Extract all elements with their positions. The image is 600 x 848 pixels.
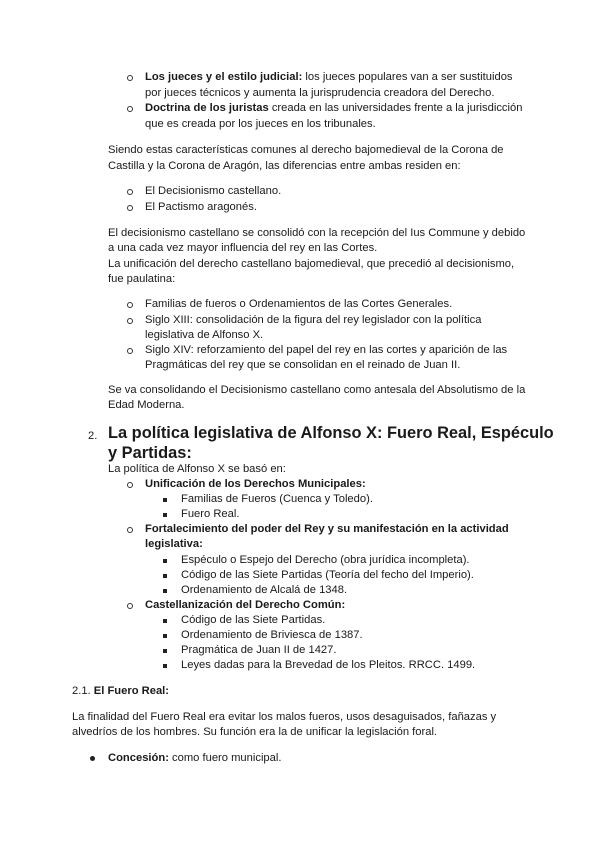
paragraph-line: alvedríos de los hombres. Su función era la de unificar la legislación foral. — [72, 726, 438, 738]
list-item: Leyes dadas para la Brevedad de los Pleitos. RRCC. 1499. — [181, 659, 476, 671]
list-item: Familias de fueros o Ordenamientos de las Cortes Generales. — [145, 298, 453, 310]
subsection-heading: 2.1. El Fuero Real: — [72, 685, 170, 697]
list-item: Ordenamiento de Alcalá de 1348. — [181, 584, 348, 596]
list-item: Espéculo o Espejo del Derecho (obra jurídica incompleta). — [181, 554, 470, 566]
paragraph-line: La finalidad del Fuero Real era evitar los malos fueros, usos desaguisados, fañazas y — [72, 711, 497, 723]
square-bullet-icon — [163, 619, 167, 623]
paragraph-line: Edad Moderna. — [108, 399, 185, 411]
circle-bullet-icon — [127, 106, 133, 112]
bullet-jueces: Los jueces y el estilo judicial: los jueces populares van a ser sustituidos — [145, 71, 513, 83]
group-title-line2: legislativa: — [145, 538, 203, 550]
circle-bullet-icon — [127, 75, 133, 81]
bullet-jueces-line2: por jueces técnicos y aumenta la jurisprudencia creadora del Derecho. — [145, 87, 495, 99]
paragraph-line: La unificación del derecho castellano bajomedieval, que precedió al decisionismo, — [108, 258, 515, 270]
square-bullet-icon — [163, 574, 167, 578]
section-title-line2: y Partidas: — [108, 444, 192, 462]
circle-bullet-icon — [127, 189, 133, 195]
square-bullet-icon — [163, 513, 167, 517]
list-item: Siglo XIII: consolidación de la figura del rey legislador con la política — [145, 314, 482, 326]
list-item: Código de las Siete Partidas (Teoría del fecho del Imperio). — [181, 569, 474, 581]
list-item: Siglo XIV: reforzamiento del papel del rey en las cortes y aparición de las — [145, 344, 508, 356]
square-bullet-icon — [163, 634, 167, 638]
section-title: La política legislativa de Alfonso X: Fuero Real, Espéculo — [108, 424, 554, 442]
paragraph-line: El decisionismo castellano se consolidó con la recepción del Ius Commune y debido — [108, 227, 526, 239]
square-bullet-icon — [163, 559, 167, 563]
circle-bullet-icon — [127, 205, 133, 211]
circle-bullet-icon — [127, 482, 133, 488]
circle-bullet-icon — [127, 527, 133, 533]
bullet-dot-icon — [90, 756, 95, 761]
list-item: Ordenamiento de Briviesca de 1387. — [181, 629, 363, 641]
paragraph-line: fue paulatina: — [108, 273, 176, 285]
list-item: El Pactismo aragonés. — [145, 201, 257, 213]
bullet-doctrina-line2: que es creada por los jueces en los tribunales. — [145, 118, 376, 130]
circle-bullet-icon — [127, 348, 133, 354]
concesion-item: Concesión: como fuero municipal. — [108, 752, 282, 764]
section-number: 2. — [88, 430, 98, 442]
list-item: El Decisionismo castellano. — [145, 185, 282, 197]
list-item-line2: Pragmáticas del rey que se consolidan en el reinado de Juan II. — [145, 359, 461, 371]
list-item-line2: legislativa de Alfonso X. — [145, 329, 264, 341]
list-item: Fuero Real. — [181, 508, 240, 520]
group-title: Castellanización del Derecho Común: — [145, 599, 346, 611]
paragraph-line: Siendo estas características comunes al derecho bajomedieval de la Corona de — [108, 144, 504, 156]
square-bullet-icon — [163, 649, 167, 653]
circle-bullet-icon — [127, 603, 133, 609]
section-intro: La política de Alfonso X se basó en: — [108, 463, 286, 475]
list-item: Pragmática de Juan II de 1427. — [181, 644, 337, 656]
list-item: Familias de Fueros (Cuenca y Toledo). — [181, 493, 373, 505]
paragraph-line: a una cada vez mayor influencia del rey en las Cortes. — [108, 242, 378, 254]
paragraph-line: Se va consolidando el Decisionismo castellano como antesala del Absolutismo de la — [108, 384, 526, 396]
list-item: Código de las Siete Partidas. — [181, 614, 326, 626]
circle-bullet-icon — [127, 302, 133, 308]
paragraph-line: Castilla y la Corona de Aragón, las diferencias entre ambas residen en: — [108, 160, 461, 172]
square-bullet-icon — [163, 664, 167, 668]
square-bullet-icon — [163, 498, 167, 502]
bullet-doctrina: Doctrina de los juristas creada en las universidades frente a la jurisdicción — [145, 102, 523, 114]
circle-bullet-icon — [127, 318, 133, 324]
square-bullet-icon — [163, 589, 167, 593]
group-title: Fortalecimiento del poder del Rey y su manifestación en la actividad — [145, 523, 509, 535]
group-title: Unificación de los Derechos Municipales: — [145, 478, 366, 490]
